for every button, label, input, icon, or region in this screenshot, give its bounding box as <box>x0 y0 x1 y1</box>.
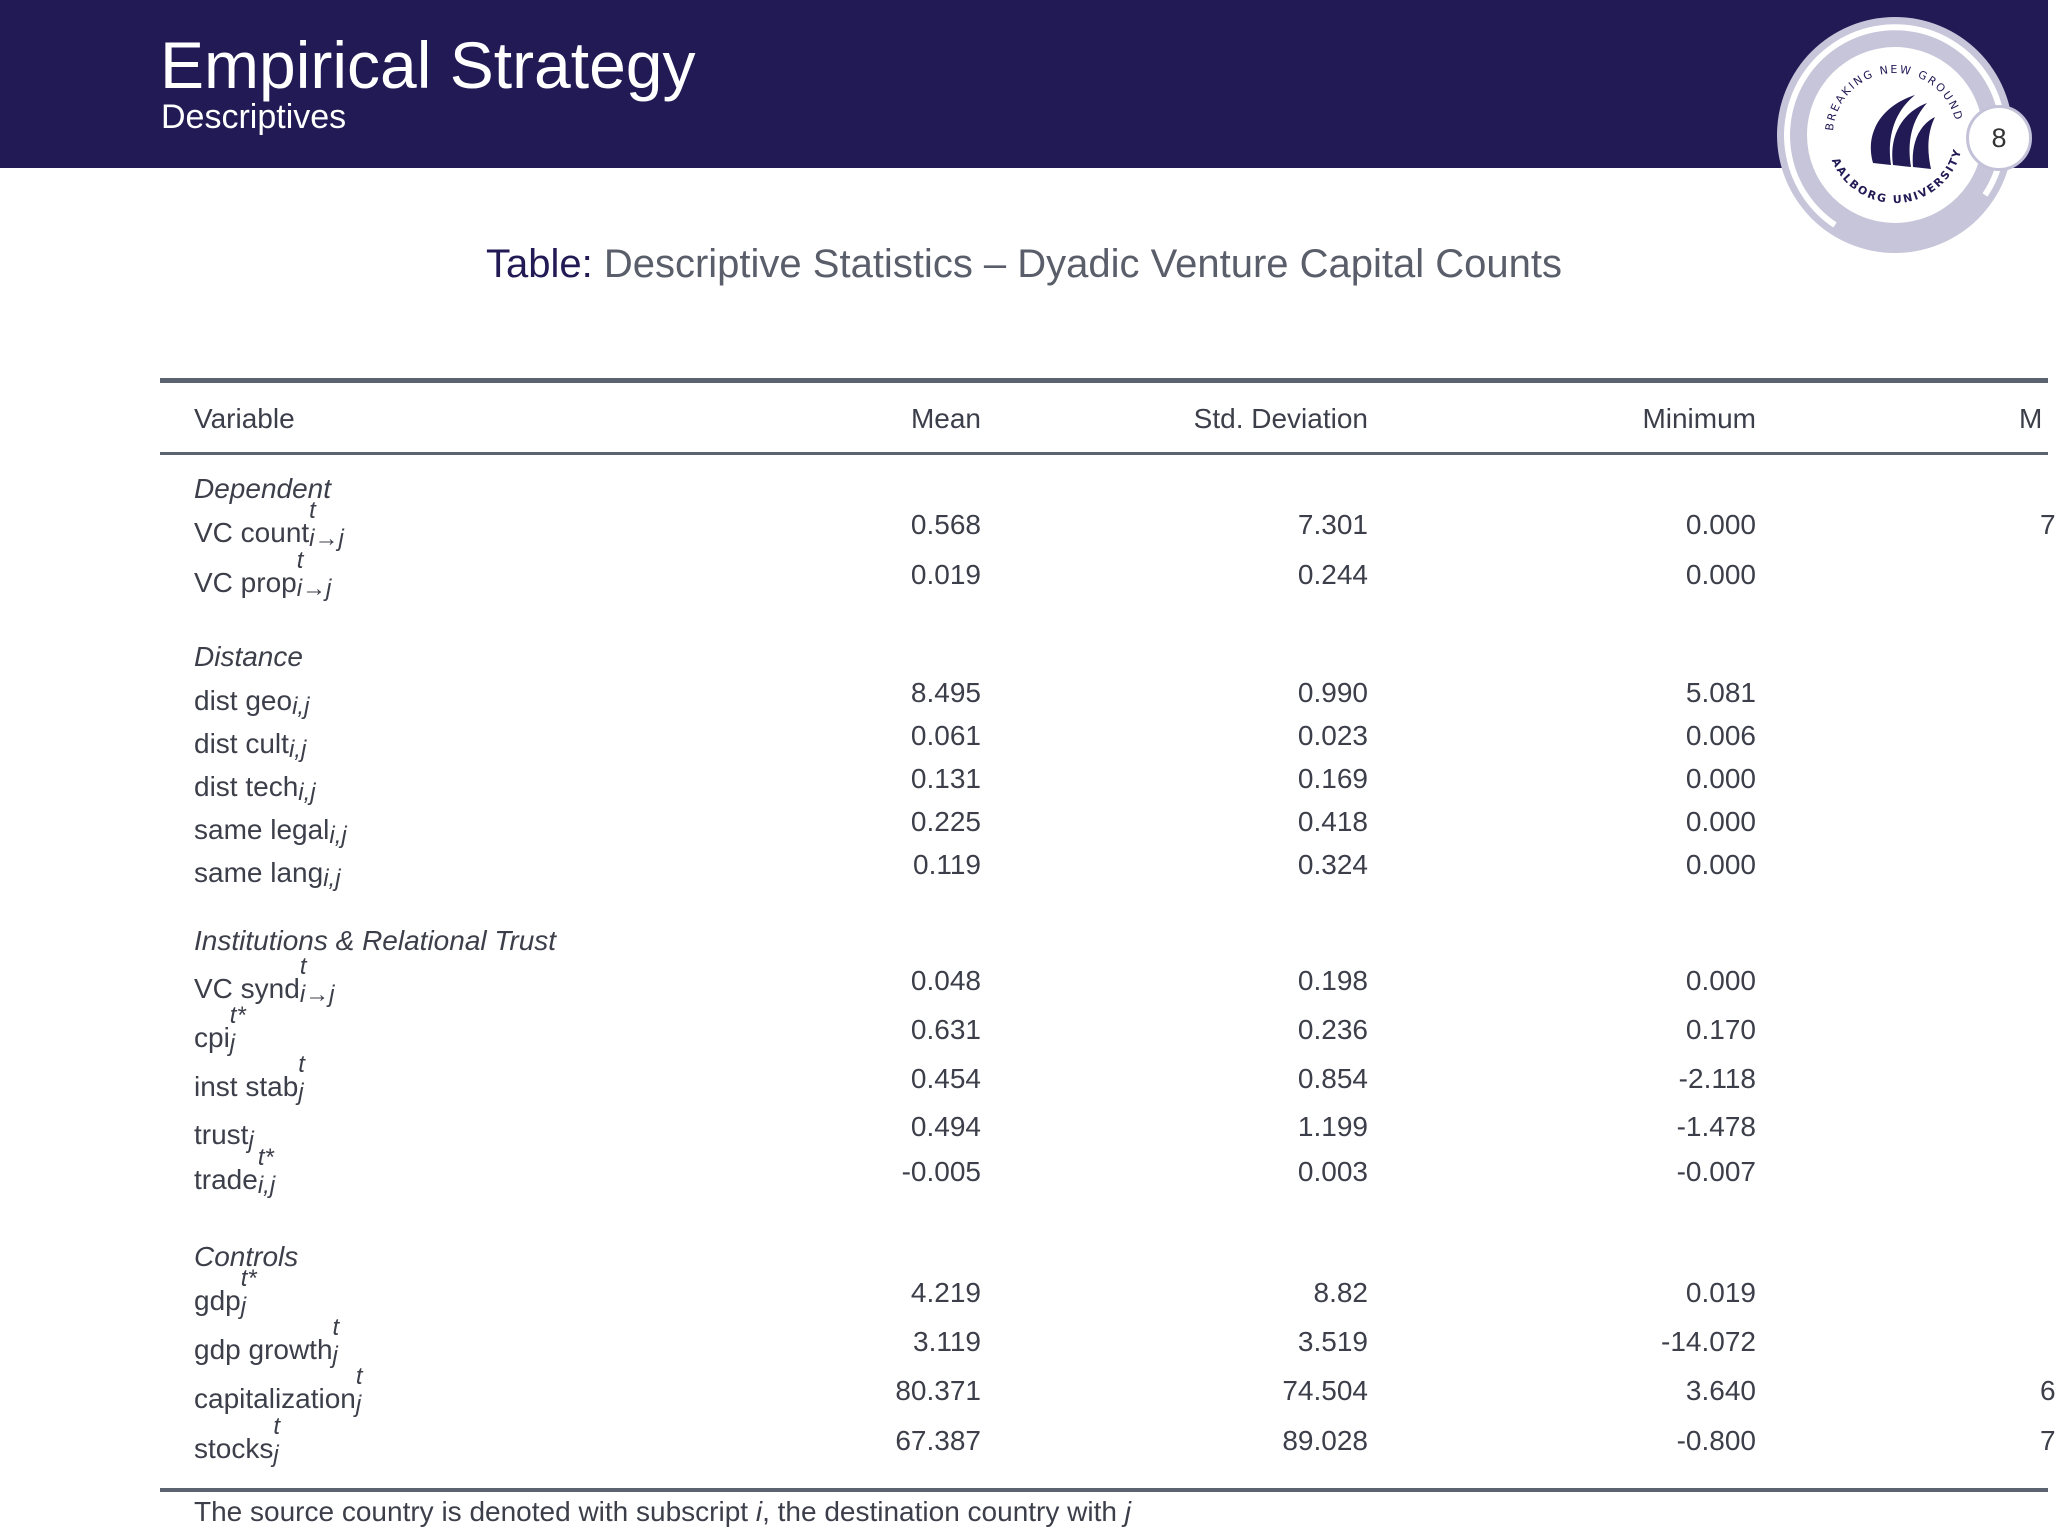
variable-subscript: i,j <box>323 865 341 892</box>
minimum-value: 0.170 <box>1685 1014 1756 1045</box>
mean-value: 0.225 <box>910 806 981 837</box>
variable-label: trust <box>194 1119 249 1150</box>
variable-subscript: j <box>248 1127 254 1154</box>
table-row <box>0 719 2048 763</box>
minimum-value: -0.800 <box>1676 1425 1756 1456</box>
variable-indices <box>298 1051 338 1106</box>
std-deviation-value: 74.504 <box>1282 1375 1368 1406</box>
column-header-maximum: M <box>2019 403 2043 434</box>
table-row <box>0 848 2048 892</box>
mean-value: 0.119 <box>913 849 981 880</box>
minimum-value: 0.019 <box>1685 1277 1756 1308</box>
table-row <box>0 762 2048 806</box>
std-deviation-value: 0.854 <box>1297 1063 1368 1094</box>
variable-name <box>194 1363 396 1418</box>
minimum-value: -0.007 <box>1676 1156 1756 1187</box>
variable-indices <box>229 1002 270 1057</box>
variable-label: dist cult <box>194 728 289 759</box>
table-header-rule <box>160 452 2048 455</box>
minimum-value: 0.000 <box>1685 559 1756 590</box>
std-deviation-value: 0.990 <box>1297 677 1368 708</box>
mean-value: 80.371 <box>895 1375 981 1406</box>
variable-subscript: i,j <box>288 736 307 763</box>
std-deviation-value: 3.519 <box>1297 1326 1368 1357</box>
caption-label: Table: <box>485 242 593 286</box>
mean-value: 0.494 <box>910 1111 981 1142</box>
maximum-value: 6 <box>2040 1375 2056 1406</box>
variable-label: capitalization <box>194 1383 356 1414</box>
variable-indices <box>355 1363 396 1418</box>
variable-label: dist tech <box>194 771 299 802</box>
std-deviation-value: 0.003 <box>1297 1156 1368 1187</box>
footnote-text-2: , the destination country with <box>762 1496 1125 1527</box>
variable-name <box>194 1144 298 1199</box>
variable-indices <box>329 805 369 849</box>
variable-superscript: t <box>299 953 307 980</box>
std-deviation-value: 0.244 <box>1297 559 1368 590</box>
variable-superscript: t <box>332 1314 340 1341</box>
minimum-value: 0.006 <box>1685 720 1756 751</box>
variable-indices <box>323 848 363 892</box>
variable-label: dist geo <box>194 685 293 716</box>
svg-text:AALBORG UNIVERSITY: AALBORG UNIVERSITY <box>1828 146 1965 207</box>
caption-text: Descriptive Statistics – Dyadic Venture Capital Counts <box>603 242 1563 286</box>
variable-subscript: j <box>240 1293 247 1320</box>
svg-text:BREAKING NEW GROUND: BREAKING NEW GROUND <box>1823 62 1966 132</box>
minimum-value: 0.000 <box>1685 763 1756 794</box>
variable-name <box>194 1314 373 1369</box>
std-deviation-value: 0.418 <box>1297 806 1368 837</box>
variable-name <box>194 848 363 890</box>
variable-subscript: j <box>298 1079 304 1106</box>
variable-indices <box>292 676 332 720</box>
std-deviation-value: 0.198 <box>1297 965 1368 996</box>
variable-superscript: t <box>309 497 316 524</box>
group-heading: Dependent <box>194 473 332 504</box>
variable-subscript: j <box>229 1030 236 1057</box>
variable-label: inst stab <box>194 1071 299 1102</box>
variable-indices <box>240 1265 281 1320</box>
column-header-variable: Variable <box>194 403 295 434</box>
variable-name <box>194 676 332 718</box>
minimum-value: 0.000 <box>1685 849 1756 880</box>
maximum-value: 7 <box>2040 509 2056 540</box>
group-heading: Controls <box>194 1241 299 1272</box>
mean-value: 67.387 <box>895 1425 981 1456</box>
variable-indices <box>273 1413 313 1468</box>
mean-value: 0.019 <box>910 559 981 590</box>
mean-value: -0.005 <box>901 1156 981 1187</box>
table-row <box>0 547 2048 602</box>
variable-name <box>194 1265 281 1320</box>
variable-label: VC prop <box>194 567 297 598</box>
variable-name <box>194 1002 270 1057</box>
footnote-subscript-j: j <box>1124 1496 1131 1527</box>
mean-value: 8.495 <box>910 677 981 708</box>
group-heading: Institutions & Relational Trust <box>194 925 557 956</box>
variable-indices <box>299 953 340 1008</box>
footnote-subscript-i: i <box>755 1496 763 1527</box>
mean-value: 3.119 <box>913 1326 981 1357</box>
variable-subscript: i,j <box>257 1172 276 1199</box>
variable-name <box>194 805 369 847</box>
table-row <box>0 1265 2048 1320</box>
table-row <box>0 1110 2048 1154</box>
std-deviation-value: 8.82 <box>1313 1277 1368 1308</box>
footnote-text-1: The source country is denoted with subscript <box>194 1496 756 1527</box>
mean-value: 0.048 <box>910 965 981 996</box>
maximum-value: 7 <box>2040 1425 2056 1456</box>
table-row <box>0 1144 2048 1199</box>
std-deviation-value: 0.324 <box>1297 849 1368 880</box>
table-row <box>0 953 2048 1008</box>
variable-superscript: t* <box>240 1265 257 1292</box>
variable-superscript: t* <box>257 1144 274 1171</box>
variable-label: same legal <box>194 814 330 845</box>
std-deviation-value: 0.023 <box>1297 720 1368 751</box>
minimum-value: 0.000 <box>1685 965 1756 996</box>
variable-name <box>194 1051 338 1106</box>
variable-name <box>194 1413 313 1468</box>
std-deviation-value: 7.301 <box>1297 509 1368 540</box>
variable-label: gdp growth <box>194 1334 333 1365</box>
variable-label: gdp <box>194 1285 241 1316</box>
variable-label: trade <box>194 1164 258 1195</box>
minimum-value: 0.000 <box>1685 806 1756 837</box>
minimum-value: -1.478 <box>1676 1111 1756 1142</box>
table-row <box>0 1413 2056 1468</box>
variable-indices <box>332 1314 373 1369</box>
table-row <box>0 676 2048 720</box>
mean-value: 0.568 <box>910 509 981 540</box>
variable-label: cpi <box>194 1022 230 1053</box>
variable-name <box>194 547 337 602</box>
variable-label: VC synd <box>194 973 300 1004</box>
std-deviation-value: 1.199 <box>1297 1111 1368 1142</box>
minimum-value: -2.118 <box>1678 1063 1756 1094</box>
column-header-std-deviation: Std. Deviation <box>1193 403 1368 434</box>
slide-header <box>0 0 2048 168</box>
variable-subscript: j <box>355 1391 362 1418</box>
table-footnote <box>194 1496 1131 1528</box>
table-top-rule <box>160 378 2048 383</box>
mean-value: 0.131 <box>910 763 981 794</box>
variable-indices <box>298 762 338 806</box>
std-deviation-value: 0.236 <box>1297 1014 1368 1045</box>
variable-subscript: i→j <box>296 575 332 602</box>
table-bottom-rule <box>160 1488 2048 1492</box>
table-row <box>0 497 2056 552</box>
page-number-badge: 8 <box>1966 105 2032 171</box>
mean-value: 0.454 <box>910 1063 981 1094</box>
slide-subtitle: Descriptives <box>161 98 347 136</box>
variable-name <box>194 1110 288 1152</box>
variable-label: same lang <box>194 857 324 888</box>
table-row <box>0 805 2048 849</box>
variable-name <box>194 762 338 804</box>
variable-indices <box>248 1110 288 1154</box>
variable-indices <box>309 497 349 552</box>
column-header-minimum: Minimum <box>1642 403 1756 434</box>
table-row <box>0 1002 2048 1057</box>
minimum-value: -14.072 <box>1661 1326 1756 1357</box>
mean-value: 4.219 <box>910 1277 981 1308</box>
group-heading: Distance <box>194 641 303 672</box>
table-row <box>0 1314 2048 1369</box>
variable-superscript: t <box>296 547 304 574</box>
variable-name <box>194 719 329 761</box>
std-deviation-value: 0.169 <box>1297 763 1368 794</box>
variable-subscript: i,j <box>298 779 316 806</box>
variable-indices <box>288 719 329 763</box>
minimum-value: 0.000 <box>1685 509 1756 540</box>
mean-value: 0.061 <box>910 720 981 751</box>
variable-superscript: t <box>273 1413 281 1440</box>
variable-subscript: i→j <box>299 981 335 1008</box>
table-row <box>0 1363 2056 1418</box>
table-row <box>0 1051 2048 1106</box>
variable-superscript: t <box>298 1051 305 1078</box>
variable-subscript: j <box>273 1441 279 1468</box>
variable-name <box>194 953 340 1008</box>
variable-label: stocks <box>194 1433 274 1464</box>
column-header-mean: Mean <box>910 403 981 434</box>
variable-subscript: i→j <box>309 525 344 552</box>
variable-indices <box>257 1144 298 1199</box>
variable-superscript: t* <box>229 1002 246 1029</box>
mean-value: 0.631 <box>910 1014 981 1045</box>
variable-subscript: j <box>332 1342 338 1369</box>
table-caption <box>0 242 2048 287</box>
minimum-value: 5.081 <box>1685 677 1756 708</box>
variable-indices <box>296 547 337 602</box>
std-deviation-value: 89.028 <box>1282 1425 1368 1456</box>
variable-superscript: t <box>355 1363 363 1390</box>
variable-label: VC count <box>194 517 310 548</box>
variable-subscript: i,j <box>292 693 310 720</box>
slide-title: Empirical Strategy <box>160 28 696 102</box>
variable-name <box>194 497 349 552</box>
minimum-value: 3.640 <box>1685 1375 1756 1406</box>
variable-subscript: i,j <box>329 822 347 849</box>
